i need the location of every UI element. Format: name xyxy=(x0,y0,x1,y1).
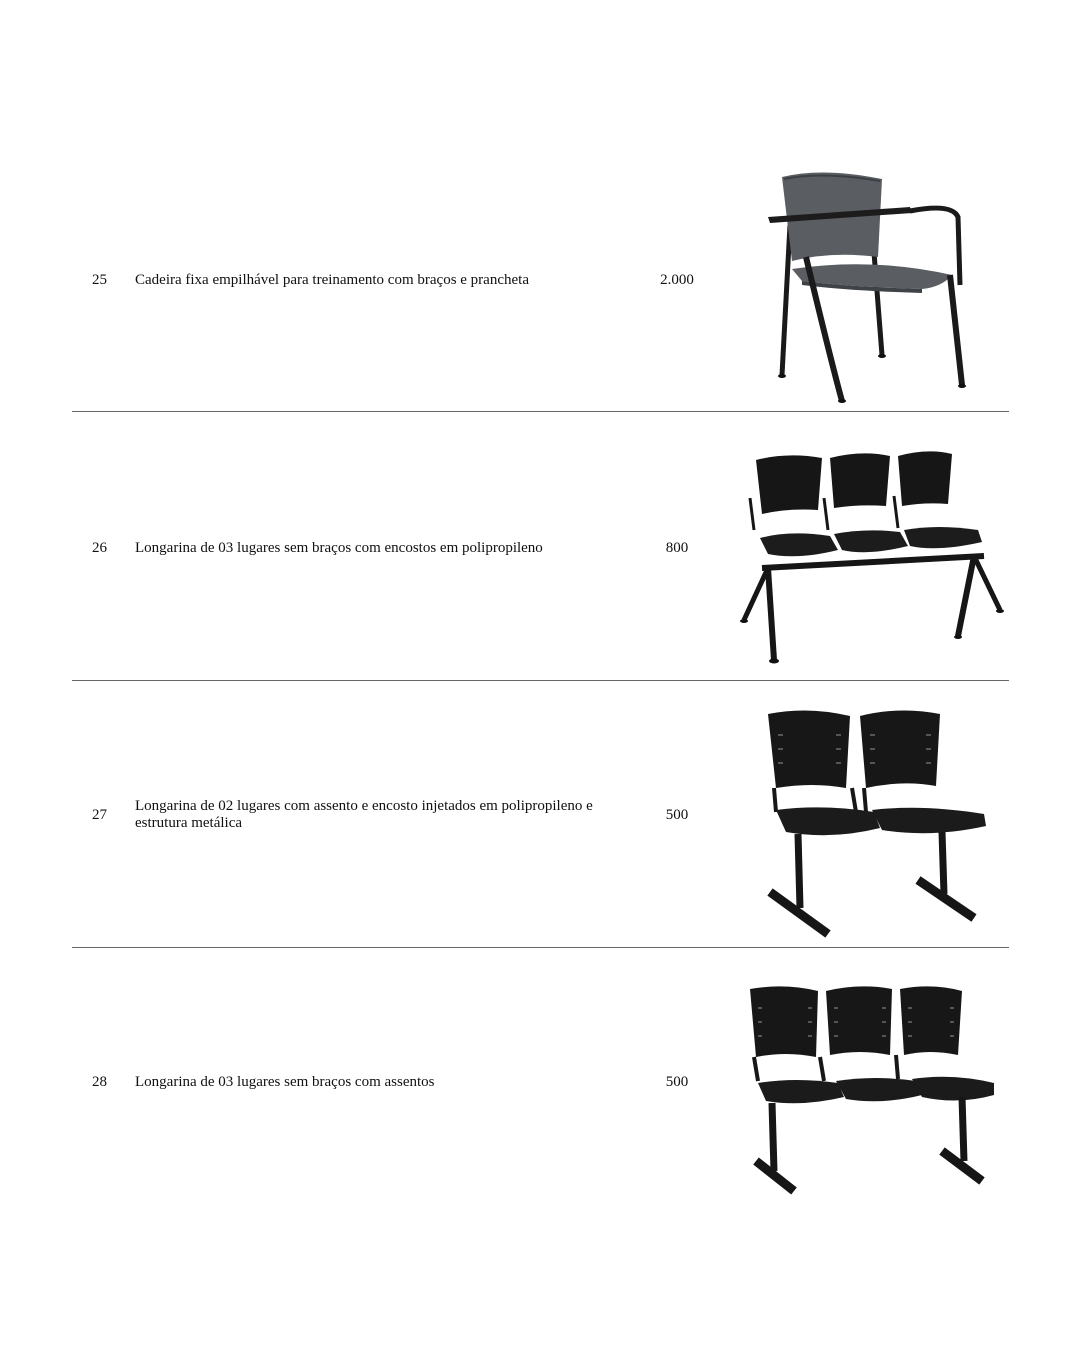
item-row-28 xyxy=(72,957,1009,1207)
row-divider xyxy=(72,947,1009,948)
item-number: 28 xyxy=(92,1074,107,1090)
row-divider xyxy=(72,411,1009,412)
item-quantity: 800 xyxy=(665,540,689,556)
item-description: Longarina de 03 lugares sem braços com assentos xyxy=(135,1074,435,1090)
item-quantity: 500 xyxy=(665,1074,689,1090)
two-seat-bench-image xyxy=(762,708,992,938)
item-number: 27 xyxy=(92,807,107,823)
item-number: 26 xyxy=(92,540,107,556)
three-seat-bench-image xyxy=(746,985,1006,1200)
row-divider xyxy=(72,680,1009,681)
item-quantity: 500 xyxy=(665,807,689,823)
three-seat-bench-image xyxy=(738,450,1008,665)
item-number: 25 xyxy=(92,272,107,288)
training-chair-image xyxy=(762,165,1002,405)
item-quantity: 2.000 xyxy=(660,272,694,288)
item-description: Cadeira fixa empilhável para treinamento com braços e prancheta xyxy=(135,272,529,288)
item-description: Longarina de 03 lugares sem braços com encostos em polipropileno xyxy=(135,540,543,556)
item-description: Longarina de 02 lugares com assento e encosto injetados em polipropileno e estrutura metálica xyxy=(135,798,593,831)
item-row-25 xyxy=(72,160,1009,405)
item-row-27 xyxy=(72,690,1009,940)
item-row-26 xyxy=(72,420,1009,675)
